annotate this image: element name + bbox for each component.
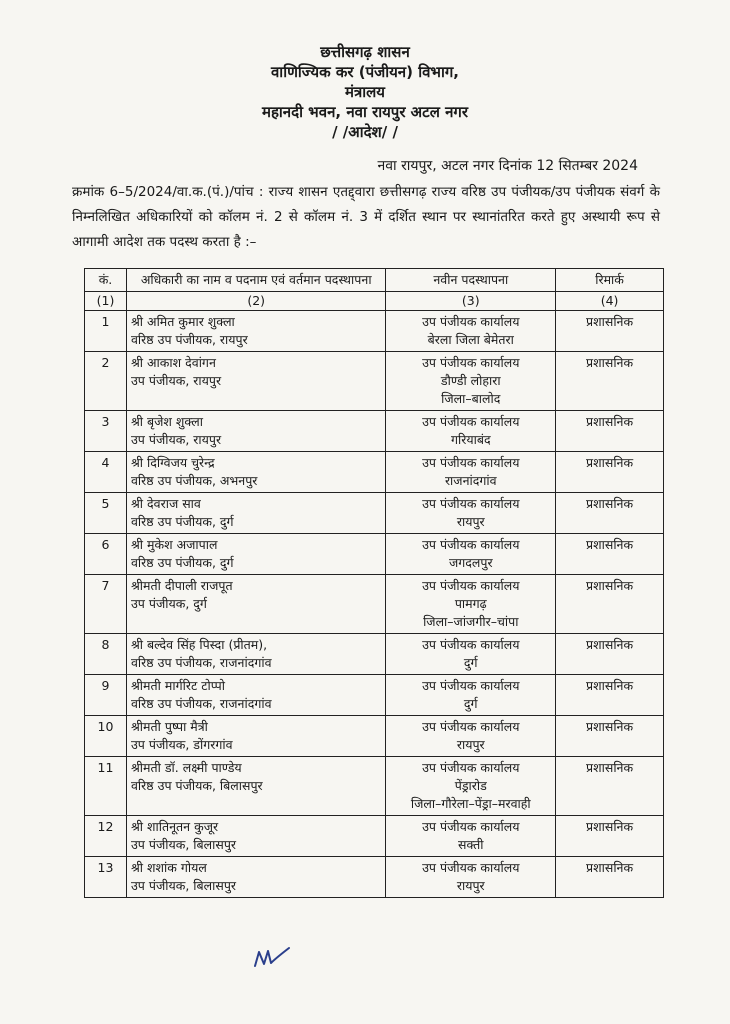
officer-name: श्री बृजेश शुक्ला <box>130 414 203 429</box>
new-posting-cell <box>386 716 556 757</box>
new-posting-line: उप पंजीयक कार्यालय <box>422 760 520 775</box>
table-body <box>85 311 664 898</box>
remark: प्रशासनिक <box>556 575 664 634</box>
table-row <box>85 634 664 675</box>
serial-number: 3 <box>85 411 127 452</box>
new-posting-line: उप पंजीयक कार्यालय <box>422 860 520 875</box>
remark: प्रशासनिक <box>556 857 664 898</box>
new-posting-line: रायपुर <box>456 737 485 752</box>
officer-cell <box>126 675 385 716</box>
remark: प्रशासनिक <box>556 452 664 493</box>
new-posting-cell <box>386 311 556 352</box>
table-row <box>85 493 664 534</box>
new-posting-cell <box>386 352 556 411</box>
serial-number: 4 <box>85 452 127 493</box>
serial-number: 9 <box>85 675 127 716</box>
officer-name: श्रीमती दीपाली राजपूत <box>130 578 233 593</box>
new-posting-cell <box>386 757 556 816</box>
new-posting-cell <box>386 452 556 493</box>
serial-number: 6 <box>85 534 127 575</box>
header-new-posting: नवीन पदस्थापना <box>386 269 556 292</box>
officer-cell <box>126 816 385 857</box>
officer-cell <box>126 352 385 411</box>
remark: प्रशासनिक <box>556 716 664 757</box>
new-posting-line: गरियाबंद <box>450 432 491 447</box>
remark: प्रशासनिक <box>556 493 664 534</box>
officer-cell <box>126 534 385 575</box>
table-row <box>85 534 664 575</box>
new-posting-cell <box>386 534 556 575</box>
officer-designation: वरिष्ठ उप पंजीयक, रायपुर <box>130 332 248 347</box>
new-posting-line: रायपुर <box>456 514 485 529</box>
new-posting-line: रायपुर <box>456 878 485 893</box>
new-posting-cell <box>386 634 556 675</box>
table-row <box>85 675 664 716</box>
serial-number: 10 <box>85 716 127 757</box>
table-row <box>85 452 664 493</box>
remark: प्रशासनिक <box>556 411 664 452</box>
remark: प्रशासनिक <box>556 816 664 857</box>
remark: प्रशासनिक <box>556 311 664 352</box>
table-row <box>85 816 664 857</box>
column-index-row <box>85 292 664 311</box>
officer-designation: उप पंजीयक, दुर्ग <box>130 596 207 611</box>
officer-designation: उप पंजीयक, रायपुर <box>130 432 222 447</box>
column-index: (2) <box>126 292 385 311</box>
officer-name: श्री अमित कुमार शुक्ला <box>130 314 235 329</box>
officer-designation: वरिष्ठ उप पंजीयक, दुर्ग <box>130 514 234 529</box>
new-posting-line: पामगढ़ <box>454 596 487 611</box>
officer-name: श्री बल्देव सिंह पिस्दा (प्रीतम), <box>130 637 268 652</box>
officer-name: श्री दिग्विजय चुरेन्द्र <box>130 455 215 470</box>
govt-name: छत्तीसगढ़ शासन <box>320 43 410 61</box>
new-posting-cell <box>386 493 556 534</box>
remark: प्रशासनिक <box>556 675 664 716</box>
new-posting-line: उप पंजीयक कार्यालय <box>422 314 520 329</box>
header-serial: कं. <box>85 269 127 292</box>
new-posting-cell <box>386 857 556 898</box>
new-posting-line: उप पंजीयक कार्यालय <box>422 414 520 429</box>
new-posting-line: उप पंजीयक कार्यालय <box>422 578 520 593</box>
officer-cell <box>126 634 385 675</box>
table-row <box>85 311 664 352</box>
new-posting-line: पेंड्रारोड <box>454 778 487 793</box>
column-index: (4) <box>556 292 664 311</box>
new-posting-cell <box>386 675 556 716</box>
officer-designation: उप पंजीयक, डोंगरगांव <box>130 737 233 752</box>
remark: प्रशासनिक <box>556 757 664 816</box>
department-name: वाणिज्यिक कर (पंजीयन) विभाग, <box>270 63 460 81</box>
initials-signature <box>252 944 292 970</box>
officer-cell <box>126 493 385 534</box>
officer-name: श्री शातिनूतन कुजूर <box>130 819 219 834</box>
header-officer: अधिकारी का नाम व पदनाम एवं वर्तमान पदस्थापना <box>126 269 385 292</box>
transfer-table <box>84 268 664 898</box>
new-posting-line: बेरला जिला बेमेतरा <box>427 332 514 347</box>
serial-number: 7 <box>85 575 127 634</box>
officer-designation: उप पंजीयक, रायपुर <box>130 373 222 388</box>
officer-name: श्री शशांक गोयल <box>130 860 207 875</box>
column-index: (3) <box>386 292 556 311</box>
new-posting-line: राजनांदगांव <box>444 473 497 488</box>
new-posting-line: उप पंजीयक कार्यालय <box>422 637 520 652</box>
officer-cell <box>126 716 385 757</box>
header-remark: रिमार्क <box>556 269 664 292</box>
serial-number: 13 <box>85 857 127 898</box>
serial-number: 12 <box>85 816 127 857</box>
new-posting-cell <box>386 411 556 452</box>
table-row <box>85 757 664 816</box>
officer-name: श्रीमती मार्गरिट टोप्पो <box>130 678 225 693</box>
new-posting-line: जिला–गौरेला–पेंड्रा–मरवाही <box>410 796 531 811</box>
new-posting-line: सक्ती <box>458 837 484 852</box>
new-posting-line: जगदलपुर <box>448 555 493 570</box>
officer-designation: वरिष्ठ उप पंजीयक, अभनपुर <box>130 473 258 488</box>
new-posting-line: उप पंजीयक कार्यालय <box>422 537 520 552</box>
address: महानदी भवन, नवा रायपुर अटल नगर <box>261 103 469 121</box>
new-posting-line: उप पंजीयक कार्यालय <box>422 719 520 734</box>
serial-number: 8 <box>85 634 127 675</box>
ministry-name: मंत्रालय <box>344 83 385 101</box>
new-posting-cell <box>386 816 556 857</box>
officer-cell <box>126 452 385 493</box>
order-intro-text: क्रमांक 6–5/2024/वा.क.(पं.)/पांच : राज्य शासन एतद्द्वारा छत्तीसगढ़ राज्य वरिष्ठ उप पंजीयक/उप पंजीयक संवर्ग के निम्नलिखित अधिकारियों को कॉलम नं. 2 से कॉलम नं. 3 में दर्शित स्थान पर स्थानांतरित करते हुए अस्थायी रूप से आगामी आदेश तक पदस्थ करता है :– <box>72 184 660 250</box>
new-posting-line: डौण्डी लोहारा <box>440 373 501 388</box>
officer-cell <box>126 311 385 352</box>
officer-designation: उप पंजीयक, बिलासपुर <box>130 878 237 893</box>
new-posting-line: उप पंजीयक कार्यालय <box>422 678 520 693</box>
remark: प्रशासनिक <box>556 634 664 675</box>
officer-name: श्री मुकेश अजापाल <box>130 537 218 552</box>
date-line: नवा रायपुर, अटल नगर दिनांक 12 सितम्बर 2024 <box>377 158 638 174</box>
officer-designation: वरिष्ठ उप पंजीयक, राजनांदगांव <box>130 655 272 670</box>
new-posting-line: दुर्ग <box>463 696 478 711</box>
new-posting-cell <box>386 575 556 634</box>
remark: प्रशासनिक <box>556 534 664 575</box>
new-posting-line: उप पंजीयक कार्यालय <box>422 819 520 834</box>
officer-name: श्रीमती पुष्पा मैत्री <box>130 719 208 734</box>
table-row <box>85 575 664 634</box>
officer-cell <box>126 575 385 634</box>
officer-cell <box>126 757 385 816</box>
new-posting-line: उप पंजीयक कार्यालय <box>422 355 520 370</box>
serial-number: 5 <box>85 493 127 534</box>
new-posting-line: उप पंजीयक कार्यालय <box>422 496 520 511</box>
serial-number: 2 <box>85 352 127 411</box>
new-posting-line: दुर्ग <box>463 655 478 670</box>
serial-number: 1 <box>85 311 127 352</box>
officer-designation: वरिष्ठ उप पंजीयक, राजनांदगांव <box>130 696 272 711</box>
officer-designation: उप पंजीयक, बिलासपुर <box>130 837 237 852</box>
officer-name: श्रीमती डॉ. लक्ष्मी पाण्डेय <box>130 760 242 775</box>
new-posting-line: जिला–जांजगीर–चांपा <box>423 614 519 629</box>
document-header <box>0 42 730 142</box>
table-row <box>85 716 664 757</box>
serial-number: 11 <box>85 757 127 816</box>
officer-cell <box>126 411 385 452</box>
table-row <box>85 352 664 411</box>
officer-designation: वरिष्ठ उप पंजीयक, बिलासपुर <box>130 778 263 793</box>
officer-name: श्री देवराज साव <box>130 496 201 511</box>
column-index: (1) <box>85 292 127 311</box>
new-posting-line: उप पंजीयक कार्यालय <box>422 455 520 470</box>
officer-cell <box>126 857 385 898</box>
officer-designation: वरिष्ठ उप पंजीयक, दुर्ग <box>130 555 234 570</box>
remark: प्रशासनिक <box>556 352 664 411</box>
new-posting-line: जिला–बालोद <box>441 391 501 406</box>
table-row <box>85 411 664 452</box>
table-row <box>85 857 664 898</box>
table-header-row <box>85 269 664 292</box>
officer-name: श्री आकाश देवांगन <box>130 355 216 370</box>
order-heading: / /आदेश/ / <box>332 123 398 141</box>
